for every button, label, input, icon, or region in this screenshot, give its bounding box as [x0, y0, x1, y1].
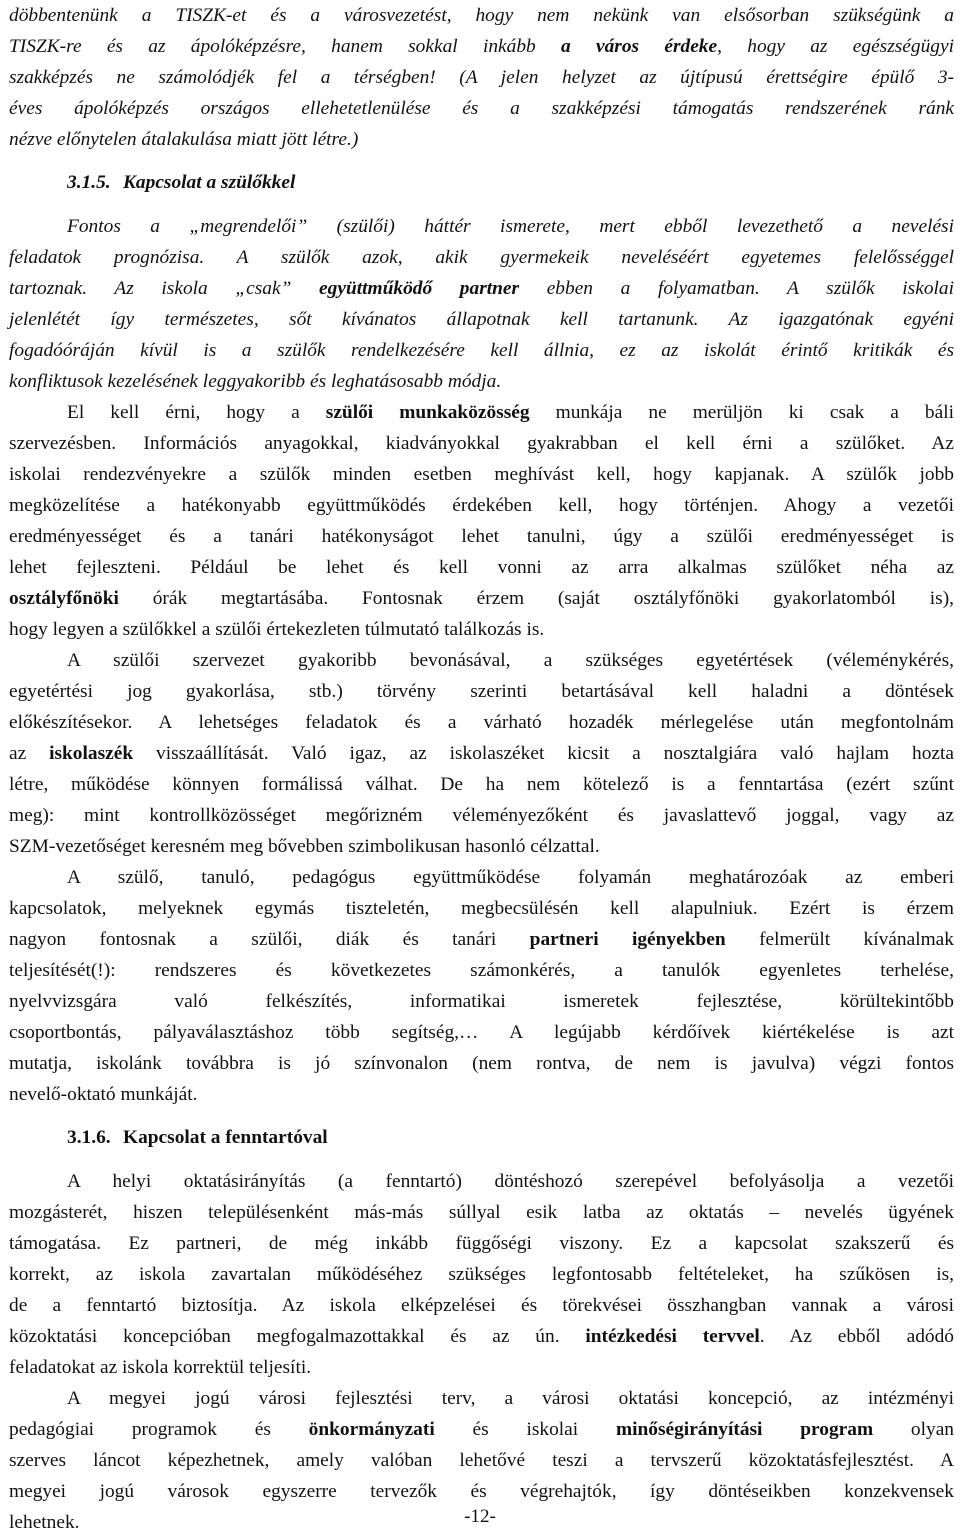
text-line: nézve előnytelen átalakulása miatt jött létre.)	[9, 129, 359, 150]
emphasis-text: minőségirányítási program	[615, 1419, 874, 1440]
text-line: egyetértési jog gyakorlása, stb.) törvény szerinti betartásával kell haladni a döntések	[9, 681, 954, 702]
text-line: mozgásterét, hiszen településenként más-más súllyal esik latba az oktatás – nevelés ügyének	[9, 1202, 954, 1223]
text-line: A helyi oktatásirányítás (a fenntartó) döntéshozó szerepével befolyásolja a vezetői	[67, 1171, 954, 1192]
section-title: Kapcsolat a fenntartóval	[123, 1127, 328, 1148]
text-line: korrekt, az iskola zavartalan működéséhez szükséges legfontosabb feltételeket, ha szűkösen is,	[9, 1264, 954, 1285]
text-line: SZM-vezetőséget keresném meg bővebben szimbolikusan hasonló célzattal.	[9, 836, 600, 857]
emphasis-text: iskolaszék	[49, 743, 134, 764]
text-line: osztályfőnöki órák megtartásába. Fontosnak érzem (saját osztályfőnöki gyakorlatomból is),	[9, 588, 954, 609]
text-line: jelenlétét így természetes, sőt kívánatos állapotnak kell tartanunk. Az igazgatónak egyéni	[9, 309, 954, 330]
text-line: éves ápolóképzés országos ellehetetlenülése és a szakképzési támogatás rendszerének ránk	[9, 98, 954, 119]
text-line: konfliktusok kezelésének leggyakoribb és leghatásosabb módja.	[9, 371, 502, 392]
text-line: megyei jogú városok egyszerre tervezők és végrehajtók, így döntéseikben konzekvensek	[9, 1481, 954, 1502]
section-heading-parents	[9, 155, 954, 211]
text-line: feladatokat az iskola korrektül teljesíti.	[9, 1357, 312, 1378]
text-line: lehetnek.	[9, 1512, 80, 1533]
page-number: -12-	[464, 1506, 496, 1527]
emphasis-text: önkormányzati	[308, 1419, 435, 1440]
emphasis-text: szülői munkaközösség	[325, 402, 530, 423]
text-line: nyelvvizsgára való felkészítés, informatikai ismeretek fejlesztése, körültekintőbb	[9, 991, 954, 1012]
section-heading-maintainer	[9, 1110, 954, 1166]
maintainer-section-body	[9, 1166, 954, 1538]
emphasis-text: intézkedési tervvel	[585, 1326, 760, 1347]
document-page	[9, 0, 954, 1538]
text-line: teljesítését(!): rendszeres és következetes számonkérés, a tanulók egyenletes terhelése,	[9, 960, 954, 981]
text-line: szervezésben. Információs anyagokkal, kiadványokkal gyakrabban el kell érni a szülőket. Az	[9, 433, 954, 454]
text-line: TISZK-re és az ápolóképzésre, hanem sokkal inkább a város érdeke, hogy az egészségügyi	[9, 36, 954, 57]
text-line: előkészítésekor. A lehetséges feladatok és a várható hozadék mérlegelése után megfontolnám	[9, 712, 954, 733]
text-line: hogy legyen a szülőkkel a szülői értekezleten túlmutató találkozás is.	[9, 619, 545, 640]
text-line: csoportbontás, pályaválasztáshoz több segítség,… A legújabb kérdőívek kiértékelése is azt	[9, 1022, 954, 1043]
text-line: iskolai rendezvényekre a szülők minden esetben meghívást kell, hogy kapjanak. A szülők jobb	[9, 464, 954, 485]
text-line: az iskolaszék visszaállítását. Való igaz, az iskolaszéket kicsit a nosztalgiára való hajlam hozta	[9, 743, 954, 764]
emphasis-text: együttműködő partner	[319, 278, 520, 299]
section-title: Kapcsolat a szülőkkel	[123, 172, 296, 193]
text-line: nagyon fontosnak a szülői, diák és tanári partneri igényekben felmerült kívánalmak	[9, 929, 954, 950]
intro-paragraph	[9, 0, 954, 155]
text-line: létre, működése könnyen formálissá válhat. De ha nem kötelező is a fenntartása (ezért szűnt	[9, 774, 954, 795]
text-line: feladatok prognózisa. A szülők azok, akik gyermekeik neveléséért egyetemes felelősséggel	[9, 247, 954, 268]
text-line: megközelítése a hatékonyabb együttműködés érdekében kell, hogy történjen. Ahogy a vezetői	[9, 495, 954, 516]
emphasis-text: a város érdeke	[561, 36, 718, 57]
text-line: El kell érni, hogy a szülői munkaközösség munkája ne merüljön ki csak a báli	[67, 402, 955, 423]
text-line: meg): mint kontrollközösséget megőrizném véleményezőként és javaslattevő joggal, vagy az	[9, 805, 954, 826]
section-number: 3.1.6.	[67, 1127, 111, 1148]
text-line: pedagógiai programok és önkormányzati és iskolai minőségirányítási program olyan	[9, 1419, 954, 1440]
text-line: de a fenntartó biztosítja. Az iskola elképzelései és törekvései összhangban vannak a városi	[9, 1295, 954, 1316]
text-line: közoktatási koncepcióban megfogalmazottakkal és az ún. intézkedési tervvel. Az ebből adódó	[9, 1326, 954, 1347]
text-line: lehet fejleszteni. Például be lehet és kell vonni az arra alkalmas szülőket néha az	[9, 557, 954, 578]
text-line: A megyei jogú városi fejlesztési terv, a városi oktatási koncepció, az intézményi	[67, 1388, 954, 1409]
text-line: döbbentenünk a TISZK-et és a városvezetést, hogy nem nekünk van elsősorban szükségünk a	[9, 5, 954, 26]
text-line: tartoznak. Az iskola „csak” együttműködő partner ebben a folyamatban. A szülők iskolai	[9, 278, 954, 299]
text-line: támogatása. Ez partneri, de még inkább függőségi viszony. Ez a kapcsolat szakszerű és	[9, 1233, 954, 1254]
emphasis-text: partneri igényekben	[529, 929, 726, 950]
text-line: nevelő-oktató munkáját.	[9, 1084, 198, 1105]
parents-section-body	[9, 211, 954, 1110]
text-line: szakképzés ne számolódjék fel a térségben! (A jelen helyzet az újtípusú érettségire épülő 3-	[9, 67, 954, 88]
text-line: mutatja, iskolánk továbbra is jó színvonalon (nem rontva, de nem is javulva) végzi fontos	[9, 1053, 954, 1074]
emphasis-text: osztályfőnöki	[9, 588, 119, 609]
text-line: Fontos a „megrendelői” (szülői) háttér ismerete, mert ebből levezethető a nevelési	[67, 216, 954, 237]
text-line: A szülő, tanuló, pedagógus együttműködése folyamán meghatározóak az emberi	[67, 867, 954, 888]
text-line: A szülői szervezet gyakoribb bevonásával, a szükséges egyetértések (véleménykérés,	[67, 650, 954, 671]
text-line: fogadóóráján kívül is a szülők rendelkezésére kell állnia, ez az iskolát érintő kritikák és	[9, 340, 954, 361]
text-line: szerves láncot képezhetnek, amely valóban lehetővé teszi a tervszerű közoktatásfejlesztést. A	[9, 1450, 954, 1471]
text-line: eredményességet és a tanári hatékonyságot lehet tanulni, úgy a szülői eredményességet is	[9, 526, 954, 547]
text-line: kapcsolatok, melyeknek egymás tiszteletén, megbecsülésén kell alapulniuk. Ezért is érzem	[9, 898, 954, 919]
section-number: 3.1.5.	[67, 172, 111, 193]
